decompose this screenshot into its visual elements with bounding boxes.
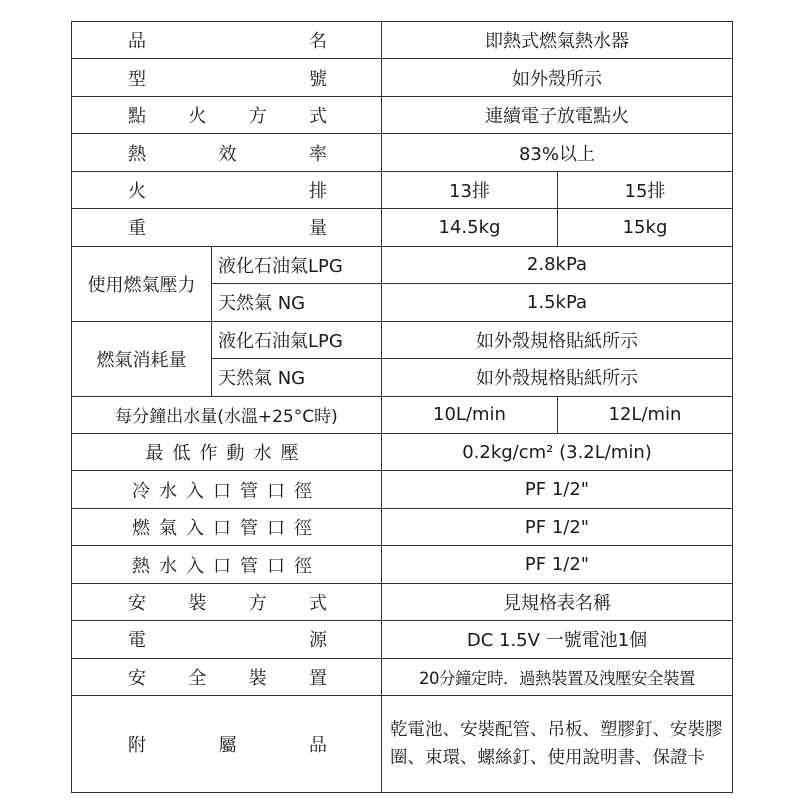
row-value: 即熱式燃氣熱水器 — [382, 22, 733, 59]
row-min-pressure — [72, 433, 733, 470]
row-value-b: 15排 — [558, 171, 733, 208]
row-label: 點 火 方 式 — [72, 96, 382, 133]
row-value: 20分鐘定時．過熱裝置及洩壓安全裝置 — [382, 658, 733, 695]
row-output — [72, 396, 733, 433]
row-product-name — [72, 22, 733, 59]
row-value: 連續電子放電點火 — [382, 96, 733, 133]
row-value: PF 1/2" — [382, 508, 733, 545]
row-value: DC 1.5V 一號電池1個 — [382, 621, 733, 658]
row-value: 乾電池、安裝配管、吊板、塑膠釘、安裝膠圈、束環、螺絲釘、使用說明書、保證卡 — [382, 696, 733, 793]
row-label: 品 名 — [72, 22, 382, 59]
row-ignition — [72, 96, 733, 133]
row-model — [72, 59, 733, 96]
row-consumption-lpg — [72, 321, 733, 358]
row-label: 熱 效 率 — [72, 134, 382, 171]
row-value: 如外殼所示 — [382, 59, 733, 96]
row-label: 電 源 — [72, 621, 382, 658]
row-cold-inlet — [72, 471, 733, 508]
row-value-b: 15kg — [558, 209, 733, 246]
row-label: 熱水入口管口徑 — [72, 546, 382, 583]
sub-label: 液化石油氣LPG — [212, 246, 382, 283]
row-value: 如外殼規格貼紙所示 — [382, 321, 733, 358]
row-value: 1.5kPa — [382, 284, 733, 321]
row-hot-inlet — [72, 546, 733, 583]
group-label-pressure: 使用燃氣壓力 — [72, 246, 212, 321]
row-accessories — [72, 696, 733, 793]
row-efficiency — [72, 134, 733, 171]
row-label: 火 排 — [72, 171, 382, 208]
row-label: 每分鐘出水量(水溫+25°C時) — [72, 396, 382, 433]
row-value: PF 1/2" — [382, 546, 733, 583]
spec-table — [71, 21, 733, 793]
row-value: PF 1/2" — [382, 471, 733, 508]
row-pressure-lpg — [72, 246, 733, 283]
row-label: 安 全 裝 置 — [72, 658, 382, 695]
row-label: 型 號 — [72, 59, 382, 96]
row-label: 最低作動水壓 — [72, 433, 382, 470]
row-value-a: 14.5kg — [382, 209, 558, 246]
row-value-a: 10L/min — [382, 396, 558, 433]
row-label: 附 屬 品 — [72, 696, 382, 793]
row-value: 如外殼規格貼紙所示 — [382, 359, 733, 396]
row-value: 2.8kPa — [382, 246, 733, 283]
row-gas-inlet — [72, 508, 733, 545]
row-fire — [72, 171, 733, 208]
sub-label: 天然氣 NG — [212, 359, 382, 396]
group-label-consumption: 燃氣消耗量 — [72, 321, 212, 396]
row-value-a: 13排 — [382, 171, 558, 208]
row-label: 燃氣入口管口徑 — [72, 508, 382, 545]
row-label: 冷水入口管口徑 — [72, 471, 382, 508]
row-weight — [72, 209, 733, 246]
row-value-b: 12L/min — [558, 396, 733, 433]
row-value: 見規格表名稱 — [382, 583, 733, 620]
sub-label: 天然氣 NG — [212, 284, 382, 321]
sub-label: 液化石油氣LPG — [212, 321, 382, 358]
row-power — [72, 621, 733, 658]
row-value: 83%以上 — [382, 134, 733, 171]
row-safety — [72, 658, 733, 695]
row-label: 重 量 — [72, 209, 382, 246]
row-label: 安 裝 方 式 — [72, 583, 382, 620]
row-install — [72, 583, 733, 620]
row-value: 0.2kg/cm² (3.2L/min) — [382, 433, 733, 470]
